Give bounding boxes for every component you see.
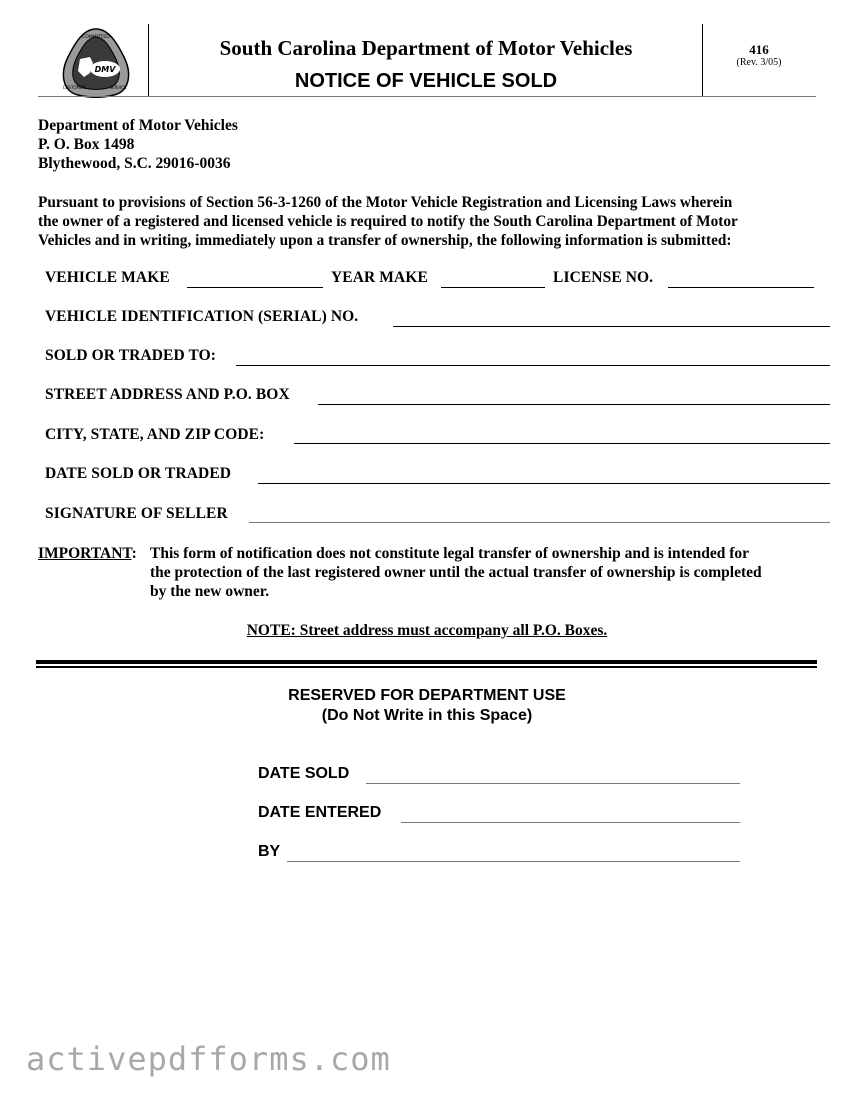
- date-sold-field[interactable]: [258, 483, 830, 484]
- important-colon: :: [131, 545, 137, 562]
- header-divider-right: [702, 24, 703, 96]
- dmv-logo-icon: [60, 27, 132, 99]
- po-box-note: NOTE: Street address must accompany all P.O. Boxes.: [246, 622, 608, 639]
- year-make-field[interactable]: [441, 287, 545, 288]
- address-line-1: Department of Motor Vehicles: [38, 117, 238, 134]
- vehicle-make-field[interactable]: [187, 287, 323, 288]
- important-line-1: This form of notification does not constitute legal transfer of ownership and is intended for: [150, 545, 750, 562]
- svg-text:DMV: DMV: [94, 65, 116, 74]
- date-sold-label: DATE SOLD OR TRADED: [45, 465, 232, 482]
- sold-to-field[interactable]: [236, 365, 830, 366]
- city-state-zip-field[interactable]: [294, 443, 830, 444]
- vehicle-make-label: VEHICLE MAKE: [45, 269, 170, 286]
- intro-line-1: Pursuant to provisions of Section 56-3-1260 of the Motor Vehicle Registration and Licensing Laws wherein: [38, 194, 733, 211]
- section-rule-thick: [36, 660, 817, 664]
- sold-to-label: SOLD OR TRADED TO:: [45, 347, 217, 364]
- intro-line-2: the owner of a registered and licensed vehicle is required to notify the South Carolina Department of Motor: [38, 213, 738, 230]
- important-line-3: by the new owner.: [150, 583, 270, 600]
- svg-text:SERVICE: SERVICE: [109, 85, 127, 90]
- vin-field[interactable]: [393, 326, 830, 327]
- dept-by-field[interactable]: [287, 861, 740, 862]
- agency-name: South Carolina Department of Motor Vehicles: [219, 36, 633, 60]
- address-line-2: P. O. Box 1498: [38, 136, 135, 153]
- form-title: NOTICE OF VEHICLE SOLD: [294, 70, 558, 92]
- header-rule: [38, 96, 816, 97]
- dept-date-entered-label: DATE ENTERED: [258, 804, 382, 821]
- signature-label: SIGNATURE OF SELLER: [45, 505, 228, 522]
- dept-by-label: BY: [258, 843, 281, 860]
- form-revision: (Rev. 3/05): [736, 57, 782, 68]
- street-address-label: STREET ADDRESS AND P.O. BOX: [45, 386, 290, 403]
- department-heading: RESERVED FOR DEPARTMENT USE: [288, 687, 566, 704]
- dept-date-sold-label: DATE SOLD: [258, 765, 350, 782]
- department-subheading: (Do Not Write in this Space): [321, 707, 533, 724]
- license-no-label: LICENSE NO.: [553, 269, 654, 286]
- street-address-field[interactable]: [318, 404, 830, 405]
- important-label: [38, 544, 137, 563]
- important-label-text: IMPORTANT: [38, 545, 132, 562]
- dept-date-entered-field[interactable]: [401, 822, 740, 823]
- section-rule-thin: [36, 666, 817, 668]
- vin-label: VEHICLE IDENTIFICATION (SERIAL) NO.: [45, 308, 359, 325]
- form-number: 416: [749, 42, 769, 57]
- license-no-field[interactable]: [668, 287, 814, 288]
- dmv-logo: [60, 27, 132, 99]
- svg-text:CUSTOMER: CUSTOMER: [62, 85, 86, 90]
- signature-field[interactable]: [249, 522, 830, 523]
- city-state-zip-label: CITY, STATE, AND ZIP CODE:: [45, 426, 265, 443]
- important-line-2: the protection of the last registered owner until the actual transfer of ownership is completed: [150, 564, 762, 581]
- intro-line-3: Vehicles and in writing, immediately upon a transfer of ownership, the following information is submitted:: [38, 232, 732, 249]
- header-divider-left: [148, 24, 149, 96]
- watermark: activepdfforms.com: [26, 1040, 391, 1078]
- dept-date-sold-field[interactable]: [366, 783, 740, 784]
- svg-text:COMMITTED: COMMITTED: [82, 35, 110, 40]
- year-make-label: YEAR MAKE: [331, 269, 428, 286]
- address-line-3: Blythewood, S.C. 29016-0036: [38, 155, 231, 172]
